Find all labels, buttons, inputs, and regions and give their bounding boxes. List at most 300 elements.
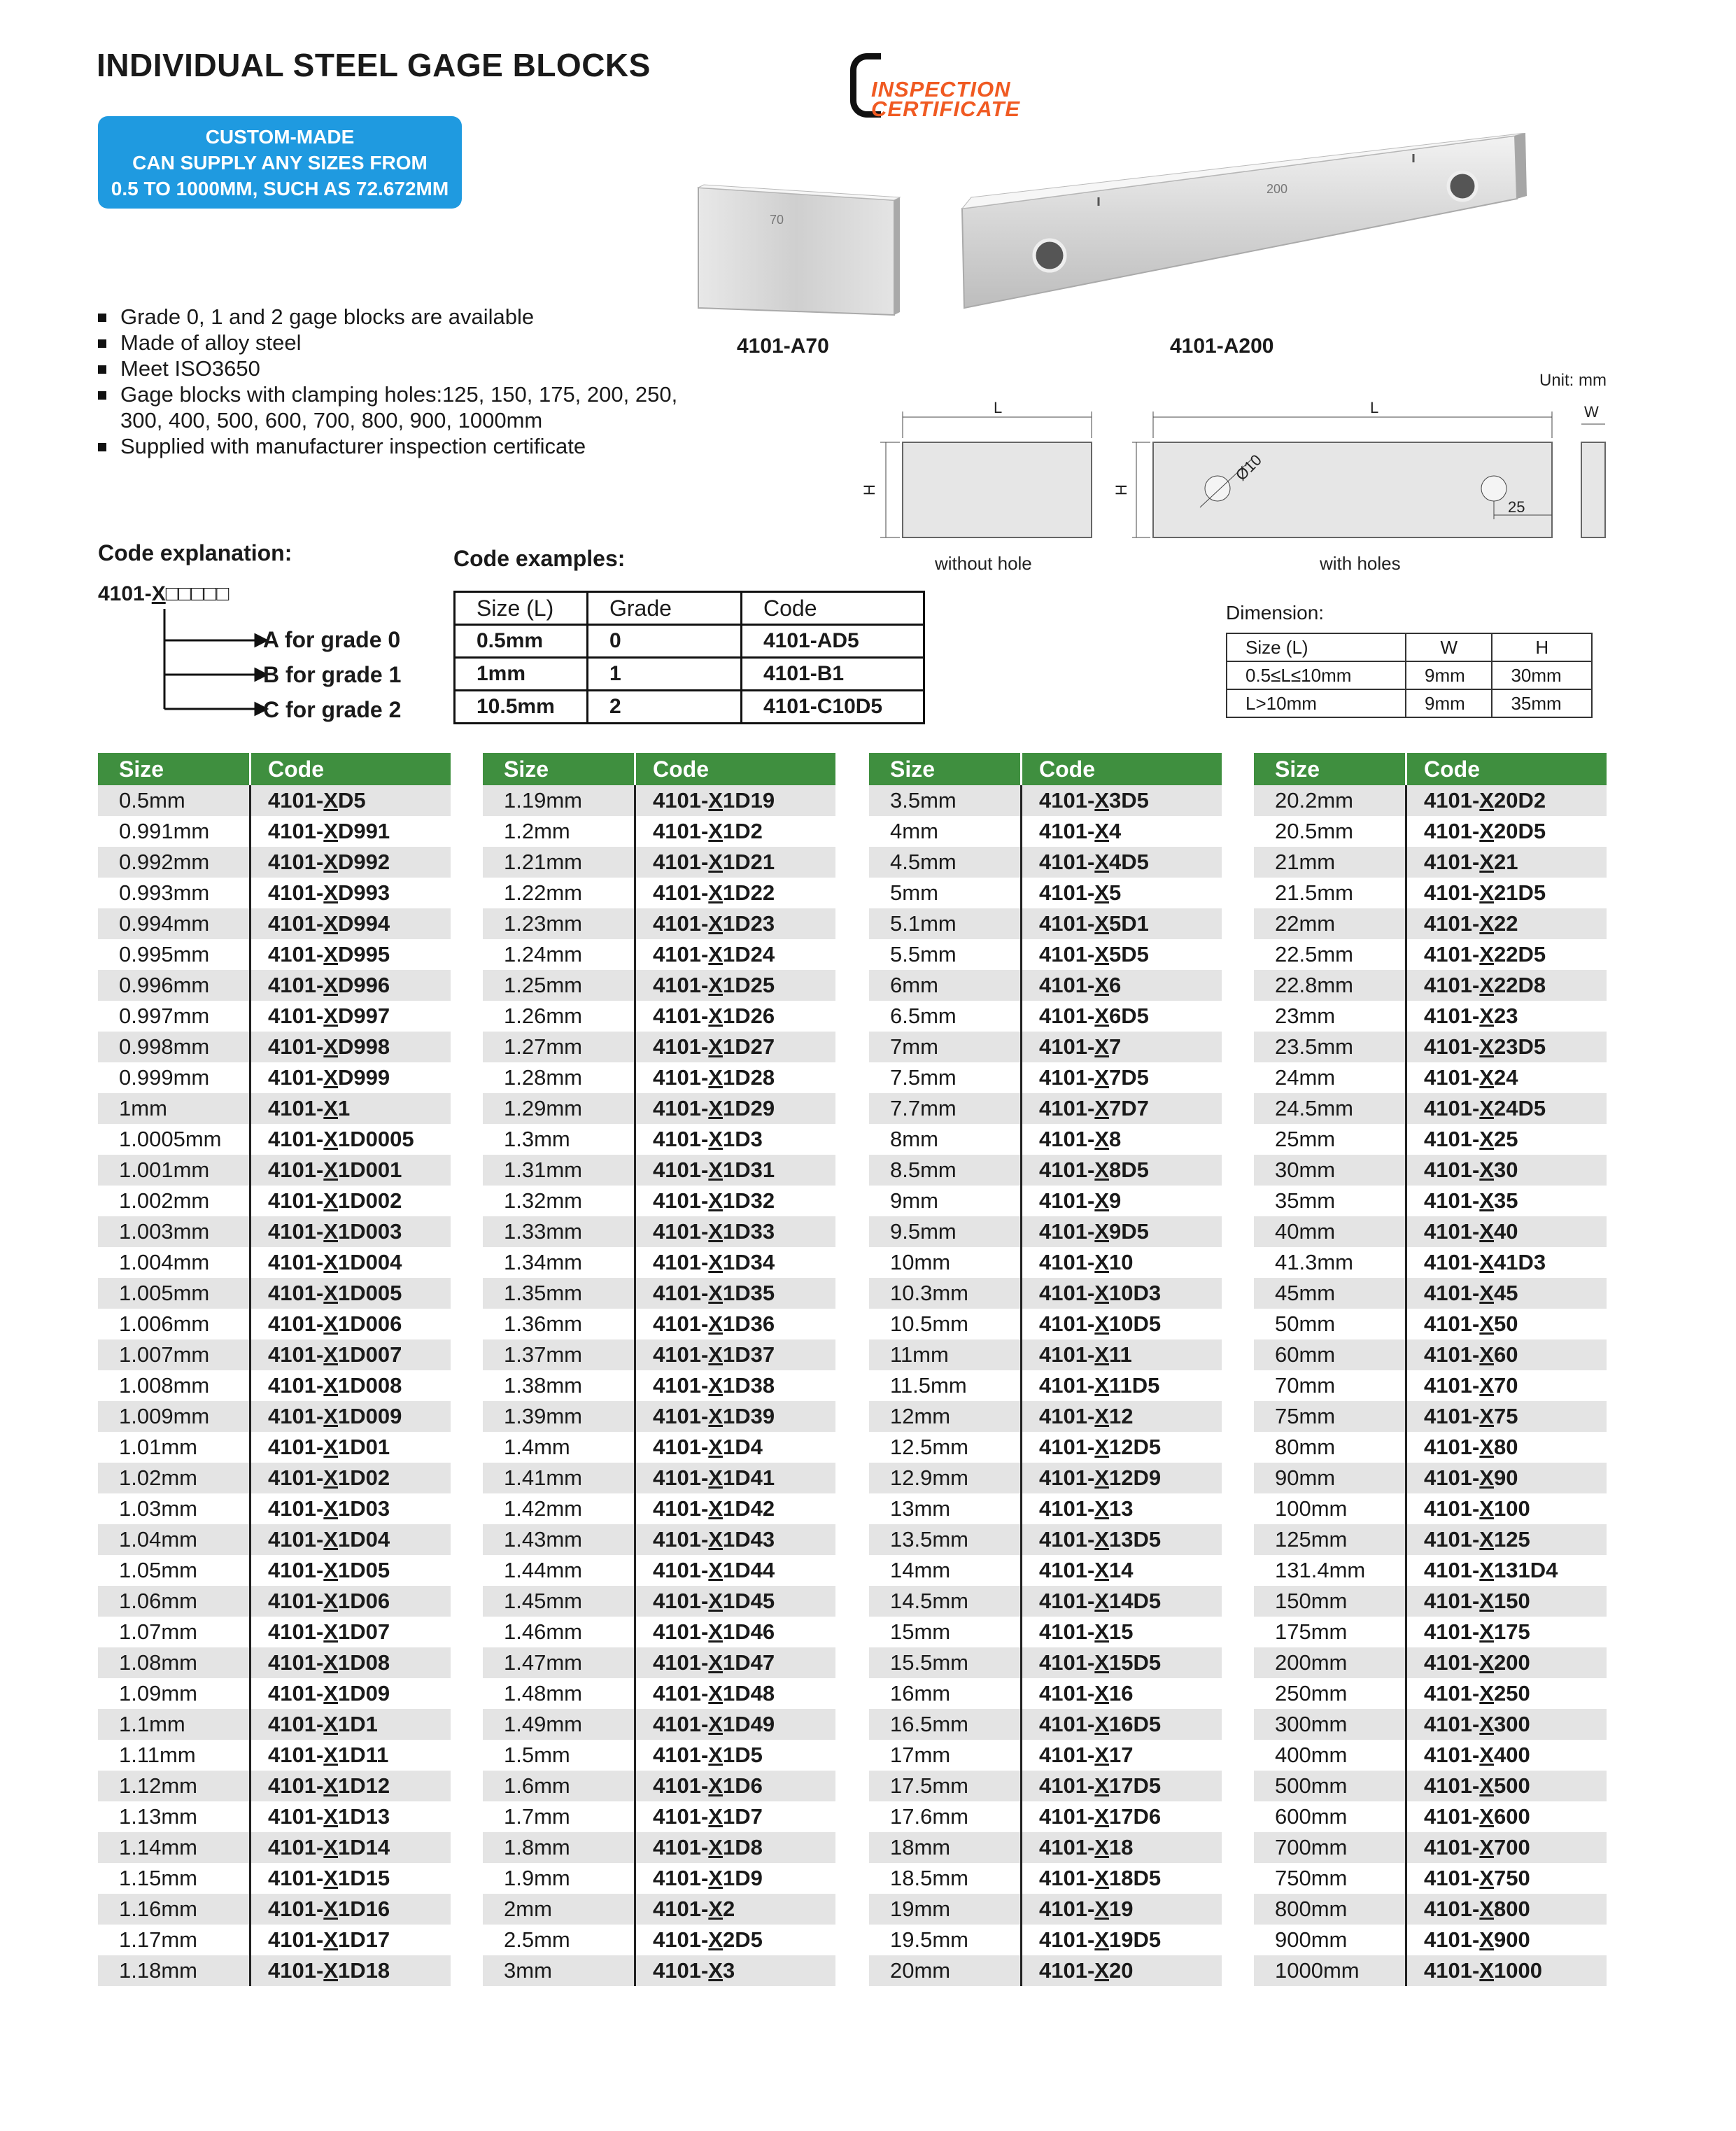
table-row (98, 1832, 451, 1863)
size-cell: 1.36mm (483, 1309, 635, 1339)
size-code-table (483, 753, 835, 1986)
table-row (98, 1155, 451, 1186)
size-cell: 4mm (869, 816, 1022, 847)
table-row (98, 1925, 451, 1955)
code-grade-marker: X (1479, 1958, 1494, 1983)
size-cell: 12mm (869, 1401, 1022, 1432)
code-suffix: 5D1 (1108, 911, 1149, 936)
code-cell (1406, 908, 1607, 939)
code-suffix: 1D001 (337, 1158, 402, 1182)
size-cell: 3.5mm (869, 785, 1022, 816)
badge-line-3: 0.5 TO 1000MM, SUCH AS 72.672MM (111, 177, 449, 199)
code-grade-marker: X (323, 1465, 338, 1490)
code-grade-marker: X (1479, 1681, 1494, 1705)
table-row (98, 816, 451, 847)
code-prefix: 4101- (1039, 1589, 1095, 1613)
code-prefix: 4101- (1039, 1219, 1095, 1244)
table-row (1254, 1278, 1607, 1309)
code-cell (1022, 1617, 1222, 1647)
size-cell: 0.994mm (98, 908, 250, 939)
table-row (98, 1432, 451, 1463)
code-cell: 4101-C10D5 (742, 691, 924, 724)
code-prefix: 4101- (1039, 1465, 1095, 1490)
size-cell: 1.7mm (483, 1801, 635, 1832)
code-cell (1022, 1493, 1222, 1524)
code-cell (1406, 939, 1607, 970)
code-grade-marker: X (1094, 1743, 1109, 1767)
code-cell (635, 1863, 836, 1894)
code-cell (635, 1832, 836, 1863)
code-grade-marker: X (1094, 1558, 1109, 1582)
with-holes-caption: with holes (1320, 553, 1401, 574)
table-row (483, 1155, 835, 1186)
code-prefix: 4101- (653, 973, 709, 997)
code-grade-marker: X (323, 819, 338, 843)
code-suffix: 1D08 (337, 1650, 390, 1675)
code-prefix: 4101- (653, 1034, 709, 1059)
code-suffix: 1D16 (337, 1897, 390, 1921)
code-cell (635, 1062, 836, 1093)
code-cell (635, 1955, 836, 1986)
code-grade-marker: X (323, 1004, 338, 1028)
code-cell (250, 1801, 451, 1832)
code-grade-marker: X (323, 1958, 338, 1983)
table-row (1254, 1740, 1607, 1771)
table-row (869, 1155, 1222, 1186)
table-row (869, 1216, 1222, 1247)
size-cell: 17.6mm (869, 1801, 1022, 1832)
table-row (869, 1309, 1222, 1339)
code-grade-marker: X (323, 1712, 338, 1736)
size-cell: 5mm (869, 878, 1022, 908)
size-cell: 131.4mm (1254, 1555, 1406, 1586)
code-prefix: 4101- (268, 1250, 324, 1274)
code-prefix: 4101- (268, 1435, 324, 1459)
code-cell (1022, 1709, 1222, 1740)
code-grade-marker: X (708, 1127, 723, 1151)
table-row (869, 1740, 1222, 1771)
code-cell (1022, 1740, 1222, 1771)
feature-item: Meet ISO3650 (98, 356, 728, 381)
code-cell (635, 1032, 836, 1062)
code-prefix: 4101- (1424, 1435, 1480, 1459)
code-cell (635, 1463, 836, 1493)
code-cell (1022, 1401, 1222, 1432)
table-row (869, 1647, 1222, 1678)
code-pattern-marker: X (151, 582, 166, 605)
size-cell: 80mm (1254, 1432, 1406, 1463)
code-prefix: 4101- (1039, 1927, 1095, 1952)
code-cell (250, 1309, 451, 1339)
code-examples-label: Code examples: (453, 546, 626, 571)
code-grade-marker: X (323, 1773, 338, 1798)
code-cell (250, 1740, 451, 1771)
code-cell (635, 1278, 836, 1309)
code-prefix: 4101- (1424, 1496, 1480, 1521)
table-row (98, 908, 451, 939)
code-cell (250, 1216, 451, 1247)
code-suffix: 200 (1493, 1650, 1530, 1675)
code-prefix: 4101- (653, 1311, 709, 1336)
code-cell (250, 1832, 451, 1863)
size-cell: 1.004mm (98, 1247, 250, 1278)
code-cell (250, 1432, 451, 1463)
size-cell: 0.998mm (98, 1032, 250, 1062)
code-suffix: 12D5 (1108, 1435, 1162, 1459)
size-cell: 6.5mm (869, 1001, 1022, 1032)
code-prefix: 4101- (1039, 880, 1095, 905)
code-cell (1022, 1771, 1222, 1801)
code-cell (1022, 939, 1222, 970)
code-grade-marker: X (708, 1712, 723, 1736)
code-cell (635, 847, 836, 878)
badge-line-2: CAN SUPPLY ANY SIZES FROM (132, 151, 428, 174)
code-prefix: 4101- (268, 880, 324, 905)
size-cell: 11mm (869, 1339, 1022, 1370)
table-row (869, 1678, 1222, 1709)
product-caption-small: 4101-A70 (737, 335, 829, 358)
code-grade-marker: X (1479, 1496, 1494, 1521)
code-grade-marker: X (323, 1435, 338, 1459)
dim-h-label: H (861, 484, 878, 495)
code-prefix: 4101- (1424, 1712, 1480, 1736)
size-cell: L>10mm (1227, 689, 1406, 717)
code-grade-marker: X (1094, 1650, 1109, 1675)
code-suffix: 30 (1493, 1158, 1518, 1182)
size-cell: 900mm (1254, 1925, 1406, 1955)
size-cell: 16.5mm (869, 1709, 1022, 1740)
code-cell (1022, 1524, 1222, 1555)
size-cell: 1.28mm (483, 1062, 635, 1093)
code-suffix: 1D42 (722, 1496, 775, 1521)
code-prefix: 4101- (1039, 1281, 1095, 1305)
size-cell: 1.4mm (483, 1432, 635, 1463)
code-grade-marker: X (708, 1219, 723, 1244)
code-prefix: 4101- (1424, 1743, 1480, 1767)
width-cell: 9mm (1406, 689, 1492, 717)
size-cell: 1.2mm (483, 816, 635, 847)
size-cell: 0.5mm (98, 785, 250, 816)
table-header-row (1254, 753, 1607, 785)
code-prefix: 4101- (1039, 1712, 1095, 1736)
table-row (1254, 1093, 1607, 1124)
table-row (483, 1093, 835, 1124)
code-grade-marker: X (1094, 1096, 1109, 1120)
code-suffix: 11D5 (1108, 1373, 1160, 1398)
code-cell (1406, 1278, 1607, 1309)
table-row (869, 1401, 1222, 1432)
code-prefix: 4101- (1424, 1096, 1480, 1120)
code-grade-marker: X (708, 880, 723, 905)
table-row (869, 939, 1222, 970)
size-cell: 1.35mm (483, 1278, 635, 1309)
code-suffix: 3 (722, 1958, 735, 1983)
size-cell: 1.009mm (98, 1401, 250, 1432)
code-cell (250, 1001, 451, 1032)
code-prefix: 4101- (268, 1404, 324, 1428)
code-grade-marker: X (708, 1281, 723, 1305)
code-cell (250, 939, 451, 970)
table-row (1227, 689, 1592, 717)
code-prefix: 4101- (1424, 973, 1480, 997)
table-row (98, 785, 451, 816)
size-cell: 250mm (1254, 1678, 1406, 1709)
code-cell (1022, 1432, 1222, 1463)
table-row (869, 1832, 1222, 1863)
table-row (869, 1801, 1222, 1832)
code-prefix: 4101- (1039, 850, 1095, 874)
certificate-line-1: INSPECTION (871, 77, 1011, 101)
code-suffix: 6D5 (1108, 1004, 1149, 1028)
inspection-certificate-logo (850, 53, 1060, 123)
code-suffix: 1D8 (722, 1835, 763, 1859)
size-cell: 1.08mm (98, 1647, 250, 1678)
code-cell (250, 847, 451, 878)
table-row (869, 1247, 1222, 1278)
code-cell (635, 908, 836, 939)
size-cell: 500mm (1254, 1771, 1406, 1801)
table-row (483, 1832, 835, 1863)
table-row (869, 1062, 1222, 1093)
code-cell (635, 1216, 836, 1247)
code-grade-marker: X (323, 1589, 338, 1613)
code-cell (1406, 1155, 1607, 1186)
code-grade-marker: X (1094, 1773, 1109, 1798)
code-grade-marker: X (1479, 973, 1494, 997)
table-row (483, 1617, 835, 1647)
code-suffix: 1D35 (722, 1281, 775, 1305)
code-prefix: 4101- (653, 1219, 709, 1244)
code-grade-marker: X (1094, 1835, 1109, 1859)
code-suffix: 70 (1493, 1373, 1518, 1398)
table-row (483, 1740, 835, 1771)
code-prefix: 4101- (653, 1065, 709, 1090)
table-row (869, 785, 1222, 816)
code-suffix: 1D007 (337, 1342, 402, 1367)
table-row (1254, 1801, 1607, 1832)
code-prefix: 4101- (1039, 1158, 1095, 1182)
code-cell (1406, 1032, 1607, 1062)
code-cell (1406, 1186, 1607, 1216)
code-grade-marker: X (708, 973, 723, 997)
code-prefix: 4101- (1424, 1558, 1480, 1582)
size-cell: 1.0005mm (98, 1124, 250, 1155)
code-suffix: 16 (1108, 1681, 1134, 1705)
code-prefix: 4101- (653, 1589, 709, 1613)
code-grade-marker: X (1094, 1373, 1109, 1398)
code-suffix: 1D31 (722, 1158, 775, 1182)
code-prefix: 4101- (268, 1311, 324, 1336)
code-cell (250, 1247, 451, 1278)
code-prefix: 4101- (1039, 1004, 1095, 1028)
size-cell: 8.5mm (869, 1155, 1022, 1186)
code-cell (1022, 1032, 1222, 1062)
code-prefix: 4101- (268, 1681, 324, 1705)
code-prefix: 4101- (653, 1958, 709, 1983)
code-cell (1022, 1925, 1222, 1955)
code-suffix: 20 (1108, 1958, 1134, 1983)
code-grade-marker: X (1094, 1127, 1109, 1151)
code-grade-marker: X (1094, 1404, 1109, 1428)
code-grade-marker: X (1094, 1681, 1109, 1705)
size-cell: 1.42mm (483, 1493, 635, 1524)
code-suffix: 5D5 (1108, 942, 1149, 966)
table-header-row (483, 753, 835, 785)
code-grade-marker: X (1479, 850, 1494, 874)
size-cell: 12.9mm (869, 1463, 1022, 1493)
code-suffix: 1D06 (337, 1589, 390, 1613)
code-prefix: 4101- (1424, 1158, 1480, 1182)
code-grade-marker: X (323, 973, 338, 997)
code-prefix: 4101- (1039, 1435, 1095, 1459)
code-prefix: 4101- (653, 1496, 709, 1521)
size-column-header: Size (1254, 753, 1406, 785)
size-cell: 1.49mm (483, 1709, 635, 1740)
code-prefix: 4101- (653, 1527, 709, 1552)
code-prefix: 4101- (1424, 880, 1480, 905)
size-cell: 1.18mm (98, 1955, 250, 1986)
code-suffix: 25 (1493, 1127, 1518, 1151)
code-cell (250, 1155, 451, 1186)
code-prefix: 4101- (653, 1743, 709, 1767)
table-row (1254, 878, 1607, 908)
code-prefix: 4101- (653, 1004, 709, 1028)
size-cell: 17.5mm (869, 1771, 1022, 1801)
code-cell (250, 1863, 451, 1894)
code-suffix: 1D36 (722, 1311, 775, 1336)
code-grade-marker: X (1094, 1311, 1109, 1336)
code-prefix: 4101- (1039, 1897, 1095, 1921)
code-suffix: 175 (1493, 1619, 1530, 1644)
code-prefix: 4101- (653, 942, 709, 966)
size-cell: 1.48mm (483, 1678, 635, 1709)
code-grade-marker: X (708, 1804, 723, 1829)
size-cell: 16mm (869, 1678, 1022, 1709)
table-row (483, 1032, 835, 1062)
size-cell: 7.5mm (869, 1062, 1022, 1093)
size-cell: 1.17mm (98, 1925, 250, 1955)
size-cell: 5.5mm (869, 939, 1022, 970)
size-code-table (98, 753, 451, 1986)
code-suffix: 23 (1493, 1004, 1518, 1028)
code-grade-marker: X (1479, 1804, 1494, 1829)
code-cell (250, 1925, 451, 1955)
code-suffix: 10D5 (1108, 1311, 1162, 1336)
table-row (98, 1278, 451, 1309)
table-row (483, 1247, 835, 1278)
table-row (483, 1339, 835, 1370)
code-cell (635, 878, 836, 908)
code-grade-marker: X (1094, 880, 1109, 905)
code-prefix: 4101- (1424, 1619, 1480, 1644)
size-cell: 70mm (1254, 1370, 1406, 1401)
code-prefix: 4101- (1039, 1311, 1095, 1336)
table-row (1254, 1463, 1607, 1493)
code-prefix: 4101- (653, 1281, 709, 1305)
size-cell: 1.03mm (98, 1493, 250, 1524)
table-row (98, 878, 451, 908)
code-grade-marker: X (1094, 1804, 1109, 1829)
table-row (1254, 1617, 1607, 1647)
table-row (869, 1617, 1222, 1647)
code-suffix: 900 (1493, 1927, 1530, 1952)
code-cell (1022, 1586, 1222, 1617)
code-cell (250, 1093, 451, 1124)
code-grade-marker: X (323, 850, 338, 874)
size-cell: 1.38mm (483, 1370, 635, 1401)
column-header: W (1406, 633, 1492, 661)
size-cell: 1.13mm (98, 1801, 250, 1832)
code-cell (250, 816, 451, 847)
code-cell (635, 1617, 836, 1647)
code-suffix: 2 (722, 1897, 735, 1921)
code-grade-marker: X (708, 1743, 723, 1767)
size-cell: 1.12mm (98, 1771, 250, 1801)
code-cell (635, 1155, 836, 1186)
table-row (98, 1247, 451, 1278)
code-suffix: 1D32 (722, 1188, 775, 1213)
product-caption-large: 4101-A200 (1170, 335, 1274, 358)
code-suffix: 600 (1493, 1804, 1530, 1829)
code-cell (250, 1278, 451, 1309)
table-row (1254, 1863, 1607, 1894)
code-suffix: 1D2 (722, 819, 763, 843)
code-grade-marker: X (1479, 1897, 1494, 1921)
code-suffix: 1D28 (722, 1065, 775, 1090)
code-suffix: 17D6 (1108, 1804, 1162, 1829)
code-suffix: 4D5 (1108, 850, 1149, 874)
code-prefix: 4101- (1424, 1589, 1480, 1613)
table-row (869, 1339, 1222, 1370)
size-cell: 13mm (869, 1493, 1022, 1524)
table-row (1254, 939, 1607, 970)
size-cell: 1.19mm (483, 785, 635, 816)
size-cell: 60mm (1254, 1339, 1406, 1370)
table-row (869, 970, 1222, 1001)
table-row (1254, 1124, 1607, 1155)
code-prefix: 4101- (653, 1773, 709, 1798)
code-suffix: 12 (1108, 1404, 1134, 1428)
code-prefix: 4101- (653, 1897, 709, 1921)
code-prefix: 4101- (1039, 973, 1095, 997)
size-cell: 1.39mm (483, 1401, 635, 1432)
size-cell: 175mm (1254, 1617, 1406, 1647)
code-cell (1022, 1309, 1222, 1339)
code-cell (250, 878, 451, 908)
size-cell: 1.22mm (483, 878, 635, 908)
size-cell: 23mm (1254, 1001, 1406, 1032)
table-row (869, 1370, 1222, 1401)
code-prefix: 4101- (1039, 1034, 1095, 1059)
code-suffix: 1D46 (722, 1619, 775, 1644)
code-suffix: 1D07 (337, 1619, 390, 1644)
code-prefix: 4101- (268, 850, 324, 874)
code-suffix: 12D9 (1108, 1465, 1162, 1490)
code-grade-marker: X (1094, 1219, 1109, 1244)
table-row (869, 1032, 1222, 1062)
table-row (869, 1432, 1222, 1463)
code-prefix: 4101- (653, 1681, 709, 1705)
code-grade-marker: X (708, 1158, 723, 1182)
code-suffix: 1D17 (337, 1927, 390, 1952)
code-cell (250, 1463, 451, 1493)
code-grade-marker: X (1479, 1188, 1494, 1213)
size-cell: 24mm (1254, 1062, 1406, 1093)
table-row (483, 1370, 835, 1401)
code-suffix: 1D13 (337, 1804, 390, 1829)
size-cell: 1.3mm (483, 1124, 635, 1155)
size-cell: 1.11mm (98, 1740, 250, 1771)
